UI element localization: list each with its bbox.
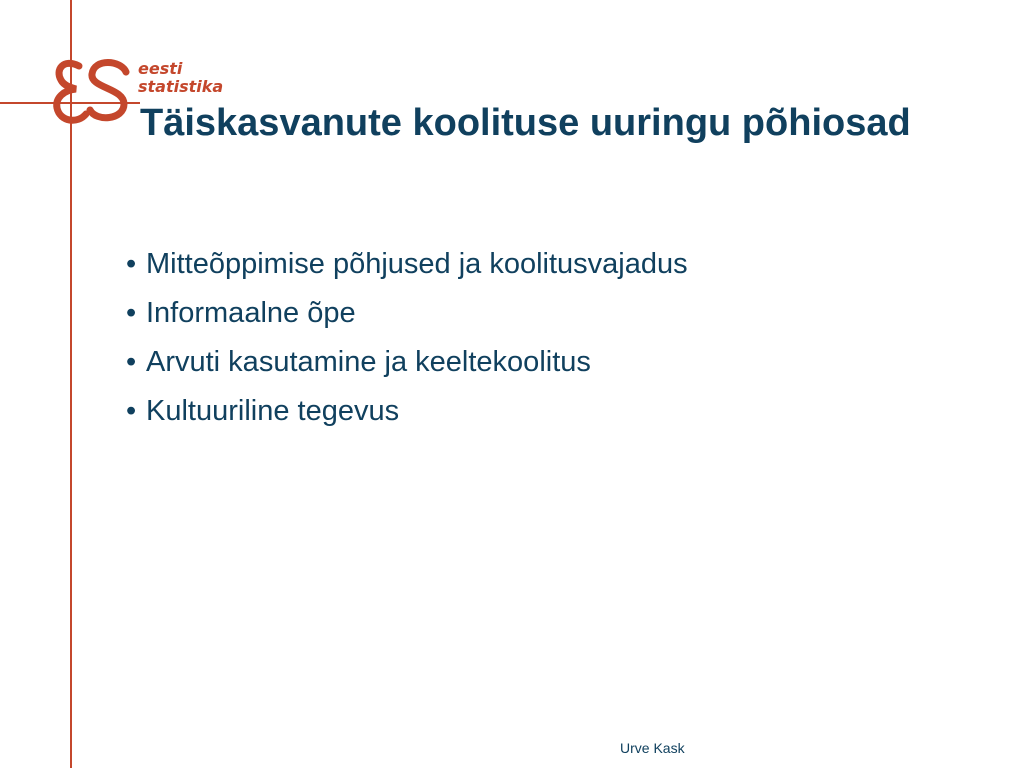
bullet-text: Kultuuriline tegevus: [146, 395, 400, 427]
bullet-text: Informaalne õpe: [146, 297, 356, 329]
bullet-item: [126, 387, 688, 436]
bullet-marker: •: [126, 346, 137, 378]
slide-title: Täiskasvanute koolituse uuringu põhiosad: [140, 102, 911, 144]
logo-text-line2: statistika: [138, 77, 224, 96]
logo-text-line1: eesti: [138, 59, 183, 78]
bullet-list: [126, 240, 688, 436]
logo-e-mark: [57, 63, 86, 120]
bullet-item: [126, 338, 688, 387]
bullet-marker: •: [126, 297, 137, 329]
bullet-marker: •: [126, 248, 137, 280]
bullet-item: [126, 289, 688, 338]
bullet-item: [126, 240, 688, 289]
bullet-marker: •: [126, 395, 137, 427]
bullet-text: Mitteõppimise põhjused ja koolitusvajadus: [146, 248, 688, 280]
bullet-text: Arvuti kasutamine ja keeltekoolitus: [146, 346, 591, 378]
footer-author: Urve Kask: [620, 740, 685, 756]
logo-s-mark: [90, 63, 126, 118]
